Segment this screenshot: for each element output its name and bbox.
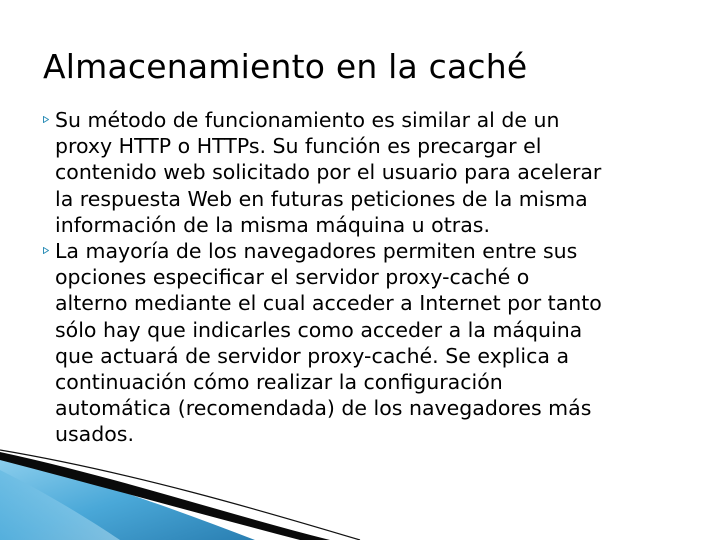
paragraph-2-line: usados. [55,422,134,447]
slide-title: Almacenamiento en la caché [43,47,528,86]
paragraph-1-line: información de la misma máquina u otras. [55,212,490,237]
paragraph-2-line: sólo hay que indicarles como acceder a la máquina [55,317,583,342]
paragraph-1-line: la respuesta Web en futuras peticiones de la misma [55,186,588,211]
paragraph-1-line: proxy HTTP o HTTPs. Su función es precargar el [55,134,542,159]
paragraph-2-line: que actuará de servidor proxy-caché. Se explica a [55,343,570,368]
paragraph-2-line: La mayoría de los navegadores permiten entre sus [55,239,578,264]
paragraph-1-line: Su método de funcionamiento es similar al de un [55,108,560,132]
paragraph-2-line: automática (recomendada) de los navegadores más [55,396,592,421]
paragraph-2-line: alterno mediante el cual acceder a Internet por tanto [55,291,602,316]
paragraph-1-line: contenido web solicitado por el usuario para acelerar [55,160,602,185]
paragraph-2-line: opciones especificar el servidor proxy-caché o [55,265,530,290]
paragraph-2-line: continuación cómo realizar la configuración [55,370,503,395]
